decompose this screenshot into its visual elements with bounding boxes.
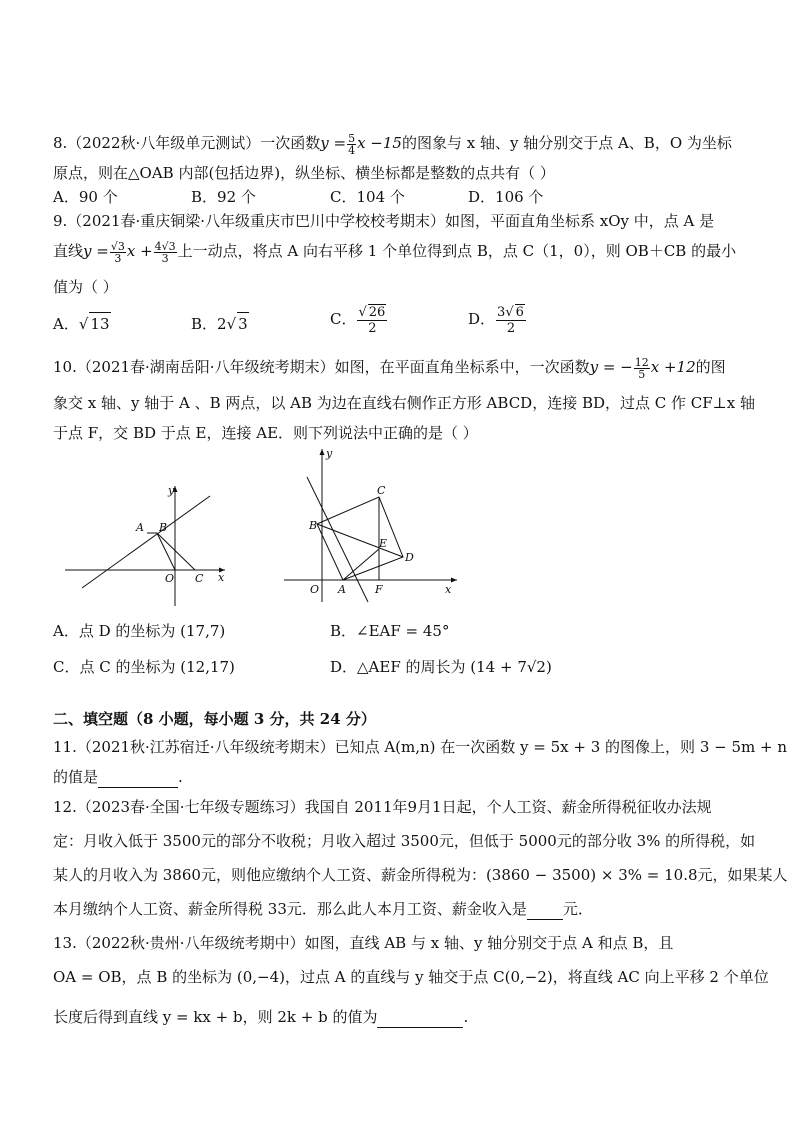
q12-line4 xyxy=(53,898,593,920)
q9-f1-num: √3 xyxy=(110,239,125,253)
q13-text: 长度后得到直线 y = kx + b，则 2k + b 的值为 xyxy=(53,1008,378,1026)
fig2-x-arrow xyxy=(451,578,457,583)
fig2-label-d: D xyxy=(405,551,414,564)
q9-option-c-label: C． xyxy=(330,310,357,328)
q9-option-d-label: D． xyxy=(468,310,496,328)
q8-option-c: C．104 个 xyxy=(330,188,405,206)
q11-end: . xyxy=(178,768,183,786)
fig1-label-x: x xyxy=(218,571,225,584)
fig2-label-f: F xyxy=(375,583,383,596)
fig2-label-b: B xyxy=(309,519,318,532)
q13-answer-blank[interactable] xyxy=(377,1027,463,1028)
q9-option-d-coef: 3 xyxy=(497,305,506,320)
q9-f1-den: 3 xyxy=(114,251,122,265)
q8-line1 xyxy=(53,132,732,156)
fig2-label-e: E xyxy=(379,537,388,550)
fig2-label-c: C xyxy=(377,484,386,497)
q12-line3: 某人的月收入为 3860元，则他应缴纳个人工资、薪金所得税为：(3860 − 3500) × 3% = 10.8元，如果某人 xyxy=(53,866,788,884)
q13-line3 xyxy=(53,1006,468,1028)
q9-option-b-coef: 2 xyxy=(217,315,227,333)
q10-text-b: 的图 xyxy=(695,358,726,376)
q9-option-a: A．√ 13 xyxy=(53,312,111,335)
q9-line3: 值为（ ） xyxy=(53,278,118,296)
q10-line3: 于点 F，交 BD 于点 E，连接 AE．则下列说法中正确的是（ ） xyxy=(53,424,478,442)
q10-option-b: B．∠EAF = 45° xyxy=(330,622,450,640)
q10-fraction xyxy=(634,357,650,380)
q9-option-c-fraction: $\frac{√ 26}{2}$ xyxy=(358,305,386,336)
q9-option-d-fraction: $\frac{3√ 6}{2}$ xyxy=(497,305,524,336)
q9-option-a-label: A． xyxy=(53,315,79,333)
q8-eq-y: y = xyxy=(320,134,347,152)
fig2-square-abcd xyxy=(317,497,403,580)
q10-line1 xyxy=(53,356,726,380)
fig1-line xyxy=(82,496,210,588)
q9-eq-y: y = xyxy=(83,242,109,260)
q13-end: . xyxy=(463,1008,469,1026)
fig2-label-a: A xyxy=(338,583,346,596)
q9-option-b: B．2√ 3 xyxy=(191,312,249,335)
q10-text-a: 10.（2021春·湖南岳阳·八年级统考期末）如图，在平面直角坐标系中，一次函数 xyxy=(53,358,590,376)
q10-figure-1 xyxy=(60,478,230,608)
q9-option-d-num: 6 xyxy=(515,305,524,320)
q10-frac-num: 12 xyxy=(634,355,649,369)
q9-option-b-label: B． xyxy=(191,315,218,333)
q8-text-a: 8.（2022秋·八年级单元测试）一次函数 xyxy=(53,134,321,152)
q8-option-d: D．106 个 xyxy=(468,188,544,206)
fig2-label-x: x xyxy=(445,583,452,596)
q10-eq-y: y = − xyxy=(589,358,633,376)
fig1-label-o: O xyxy=(165,572,175,585)
q8-option-a: A．90 个 xyxy=(53,188,118,206)
q13-line1: 13.（2022秋·贵州·八年级统考期中）如图，直线 AB 与 x 轴、y 轴分别交于点 A 和点 B，且 xyxy=(53,934,674,952)
q9-fraction-1 xyxy=(110,241,126,264)
q11-answer-blank[interactable] xyxy=(98,787,178,788)
q11-text: 的值是 xyxy=(53,768,99,786)
q8-line2: 原点，则在△OAB 内部(包括边界)，纵坐标、横坐标都是整数的点共有（ ） xyxy=(53,164,555,182)
fig2-segment-ae xyxy=(343,549,379,580)
q12-text: 本月缴纳个人工资、薪金所得税 33元．那么此人本月工资、薪金收入是 xyxy=(53,900,527,918)
section-fill-in-heading: 二、填空题（8 小题，每小题 3 分，共 24 分） xyxy=(53,710,376,728)
q9-text-b: 上一动点，将点 A 向右平移 1 个单位得到点 B，点 C（1，0），则 OB＋CB 的最小 xyxy=(177,242,737,260)
q8-text-b: 的图象与 x 轴、y 轴分别交于点 A、B，O 为坐标 xyxy=(401,134,732,152)
q8-frac-num: 5 xyxy=(348,131,356,145)
q9-f2-den: 3 xyxy=(161,251,169,265)
q9-option-a-value: 13 xyxy=(89,312,110,335)
q9-option-d-den: 2 xyxy=(506,321,516,336)
q10-frac-den: 5 xyxy=(638,367,646,381)
q12-end: 元． xyxy=(562,900,593,918)
q9-option-d xyxy=(468,304,527,336)
fig1-label-y: y xyxy=(168,484,175,497)
fig2-y-arrow xyxy=(320,449,325,455)
q12-answer-blank[interactable] xyxy=(527,919,563,920)
q8-eq-rest: x −15 xyxy=(357,134,402,152)
q11-line1: 11.（2021秋·江苏宿迁·八年级统考期末）已知点 A(m,n) 在一次函数 y = 5x + 3 的图像上，则 3 − 5m + n xyxy=(53,738,788,756)
q9-eq-mid: x + xyxy=(126,242,153,260)
q12-line1: 12.（2023春·全国·七年级专题练习）我国自 2011年9月1日起，个人工资、薪金所得税征收办法规 xyxy=(53,798,712,816)
q12-line2: 定：月收入低于 3500元的部分不收税；月收入超过 3500元，但低于 5000元的部分收 3% 的所得税，如 xyxy=(53,832,756,850)
q8-fraction xyxy=(347,133,356,156)
q10-option-c: C．点 C 的坐标为 (12,17) xyxy=(53,658,235,676)
q9-option-c xyxy=(330,304,388,336)
fig2-label-o: O xyxy=(310,583,320,596)
fig1-segment-bo xyxy=(157,533,175,570)
q10-option-a: A．点 D 的坐标为 (17,7) xyxy=(53,622,226,640)
q10-eq-rest: x +12 xyxy=(650,358,696,376)
q9-option-c-den: 2 xyxy=(368,321,377,336)
q9-line1: 9.（2021春·重庆铜梁·八年级重庆市巴川中学校校考期末）如图，平面直角坐标系 xOy 中，点 A 是 xyxy=(53,212,715,230)
q10-option-d: D．△AEF 的周长为 (14 + 7√2) xyxy=(330,658,552,676)
q9-fraction-2 xyxy=(154,241,177,264)
q8-frac-den: 4 xyxy=(348,143,356,157)
q13-line2: OA = OB，点 B 的坐标为 (0,−4)，过点 A 的直线与 y 轴交于点 C(0,−2)，将直线 AC 向上平移 2 个单位 xyxy=(53,968,769,986)
q8-option-b: B．92 个 xyxy=(191,188,256,206)
q9-text-a: 直线 xyxy=(53,242,84,260)
q9-option-c-num: 26 xyxy=(368,305,386,320)
fig2-label-y: y xyxy=(326,447,333,460)
fig1-label-a: A xyxy=(136,521,144,534)
q11-line2 xyxy=(53,766,183,788)
q10-figure-2 xyxy=(282,447,462,607)
q9-f2-num: 4√3 xyxy=(154,239,176,253)
q10-line2: 象交 x 轴、y 轴于 A 、B 两点，以 AB 为边在直线右侧作正方形 ABCD，连接 BD，过点 C 作 CF⊥x 轴 xyxy=(53,394,756,412)
q9-option-b-value: 3 xyxy=(237,312,249,335)
fig1-segment-bc xyxy=(157,533,195,570)
fig1-label-b: B xyxy=(159,521,168,534)
fig1-label-c: C xyxy=(195,572,204,585)
q9-line2 xyxy=(53,240,736,264)
